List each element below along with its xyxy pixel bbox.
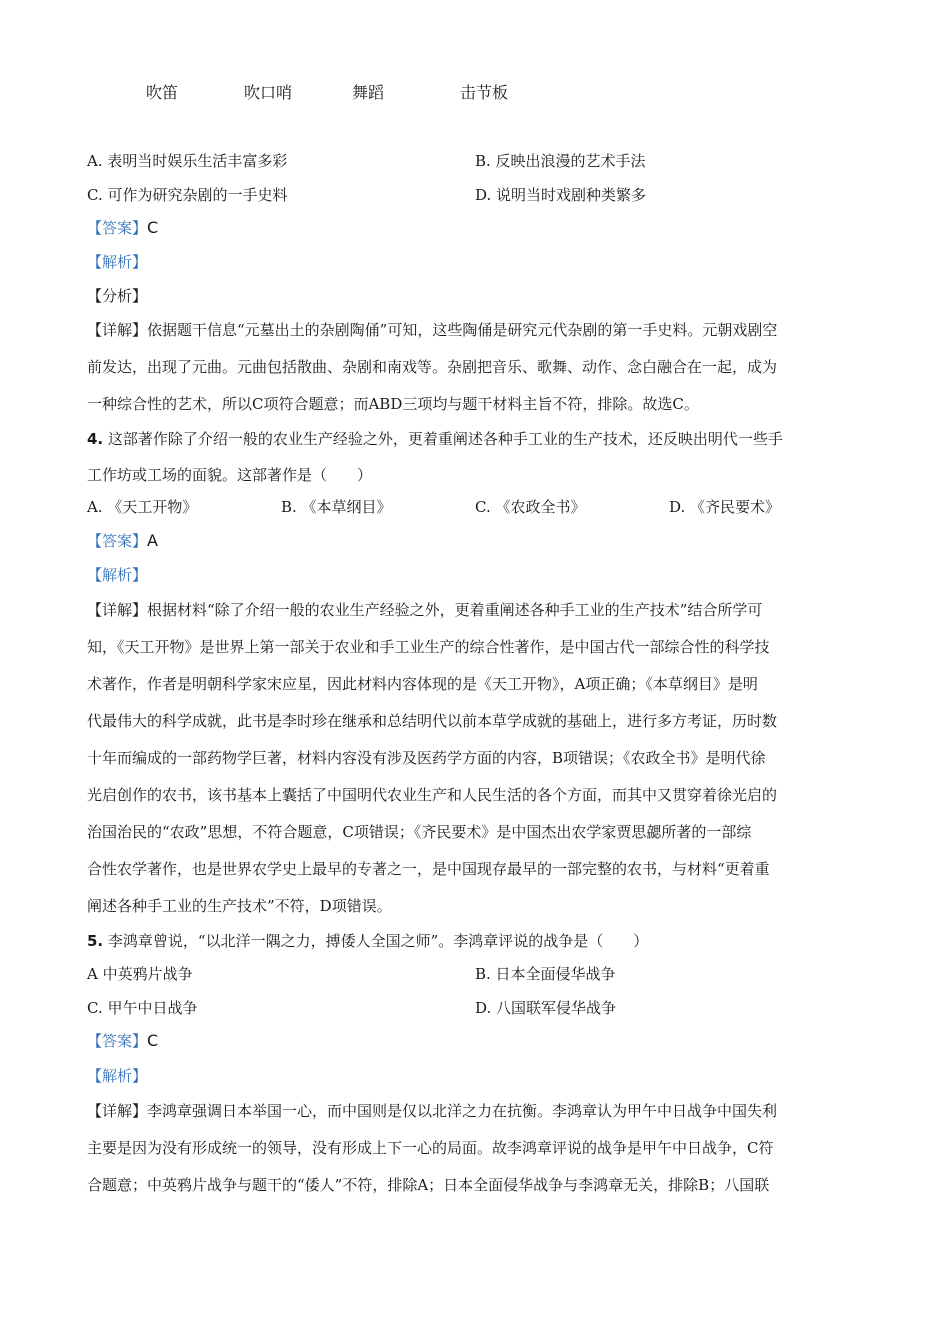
q3-option-c: C. 可作为研究杂剧的一手史料 <box>87 186 288 204</box>
q3-answer-line <box>87 218 158 238</box>
q4-detail-line-1: 【详解】根据材料“除了介绍一般的农业生产经验之外，更着重阐述各种手工业的生产技术”结合所学可 <box>87 601 763 619</box>
q5-detail-line-3: 合题意；中英鸦片战争与题干的“倭人”不符，排除A；日本全面侵华战争与李鸿章无关，排除B；八国联 <box>87 1176 770 1194</box>
answer-tag: 【答案】 <box>87 219 148 237</box>
detail-tag: 【详解】 <box>87 321 148 339</box>
q3-option-a: A. 表明当时娱乐生活丰富多彩 <box>87 152 288 170</box>
q4-number: 4. <box>87 430 104 448</box>
q3-detail-line-2: 前发达，出现了元曲。元曲包括散曲、杂剧和南戏等。杂剧把音乐、歌舞、动作、念白融合在一起，成为 <box>87 358 778 376</box>
q3-option-b: B. 反映出浪漫的艺术手法 <box>475 152 646 170</box>
q3-detail-line-3: 一种综合性的艺术，所以C项符合题意；而ABD三项均与题干材料主旨不符，排除。故选C。 <box>87 395 699 413</box>
q4-option-b: B. 《本草纲目》 <box>281 498 392 516</box>
q4-answer-line <box>87 531 158 551</box>
q5-stem: 5. 李鸿章曾说，“以北洋一隅之力，搏倭人全国之师”。李鸿章评说的战争是（ ） <box>87 932 649 950</box>
q3-analysis-tag: 【解析】 <box>87 253 148 271</box>
q5-option-b: B. 日本全面侵华战争 <box>475 965 616 983</box>
q5-detail-line-1: 【详解】李鸿章强调日本举国一心，而中国则是仅以北洋之力在抗衡。李鸿章认为甲午中日战争中国失利 <box>87 1102 778 1120</box>
image-captions <box>0 80 950 106</box>
q4-option-d: D. 《齐民要术》 <box>669 498 781 516</box>
q4-detail-line-7: 治国治民的“农政”思想，不符合题意，C项错误；《齐民要术》是中国杰出农学家贾思勰所著的一部综 <box>87 823 752 841</box>
q4-detail-line-2: 知，《天工开物》是世界上第一部关于农业和手工业生产的综合性著作，是中国古代一部综合性的科学技 <box>87 638 770 656</box>
q4-analysis-tag: 【解析】 <box>87 566 148 584</box>
q4-stem-line-2: 工作坊或工场的面貌。这部著作是（ ） <box>87 466 373 484</box>
q4-stem-line-1: 4. 这部著作除了介绍一般的农业生产经验之外，更着重阐述各种手工业的生产技术，还反映出明代一些手 <box>87 430 783 448</box>
q5-analysis-tag: 【解析】 <box>87 1067 148 1085</box>
q4-detail-line-8: 合性农学著作，也是世界农学史上最早的专著之一，是中国现存最早的一部完整的农书，与材料“更着重 <box>87 860 770 878</box>
q4-option-c: C. 《农政全书》 <box>475 498 586 516</box>
q5-option-d: D. 八国联军侵华战争 <box>475 999 617 1017</box>
q4-detail-line-5: 十年而编成的一部药物学巨著，材料内容没有涉及医药学方面的内容，B项错误；《农政全书》是明代徐 <box>87 749 766 767</box>
detail-tag: 【详解】 <box>87 601 148 619</box>
q4-detail-line-6: 光启创作的农书，该书基本上囊括了中国明代农业生产和人民生活的各个方面，而其中又贯穿着徐光启的 <box>87 786 778 804</box>
answer-tag: 【答案】 <box>87 532 148 550</box>
detail-tag: 【详解】 <box>87 1102 148 1120</box>
q5-option-c: C. 甲午中日战争 <box>87 999 198 1017</box>
q3-fenxi-tag: 【分析】 <box>87 287 148 305</box>
q4-detail-line-9: 阐述各种手工业的生产技术”不符，D项错误。 <box>87 897 392 915</box>
answer-tag: 【答案】 <box>87 1032 148 1050</box>
q3-detail-line-1: 【详解】依据题干信息“元墓出土的杂剧陶俑”可知，这些陶俑是研究元代杂剧的第一手史料。元朝戏剧空 <box>87 321 778 339</box>
q4-option-a: A. 《天工开物》 <box>87 498 198 516</box>
caption-whistle: 吹口哨 <box>244 83 293 102</box>
q4-detail-line-4: 代最伟大的科学成就，此书是李时珍在继承和总结明代以前本草学成就的基础上，进行多方考证，历时数 <box>87 712 778 730</box>
q3-answer: C <box>147 218 159 237</box>
q4-detail-line-3: 术著作，作者是明朝科学家宋应星，因此材料内容体现的是《天工开物》，A项正确；《本草纲目》是明 <box>87 675 758 693</box>
q3-option-d: D. 说明当时戏剧种类繁多 <box>475 186 647 204</box>
caption-flute: 吹笛 <box>146 83 179 102</box>
q5-option-a: A 中英鸦片战争 <box>87 965 193 983</box>
q5-answer: C <box>147 1031 159 1050</box>
q5-answer-line <box>87 1031 158 1051</box>
caption-clapper: 击节板 <box>460 83 509 102</box>
q4-answer: A <box>147 531 158 550</box>
q5-detail-line-2: 主要是因为没有形成统一的领导，没有形成上下一心的局面。故李鸿章评说的战争是甲午中日战争，C符 <box>87 1139 774 1157</box>
caption-dance: 舞蹈 <box>352 83 385 102</box>
q5-number: 5. <box>87 932 104 950</box>
